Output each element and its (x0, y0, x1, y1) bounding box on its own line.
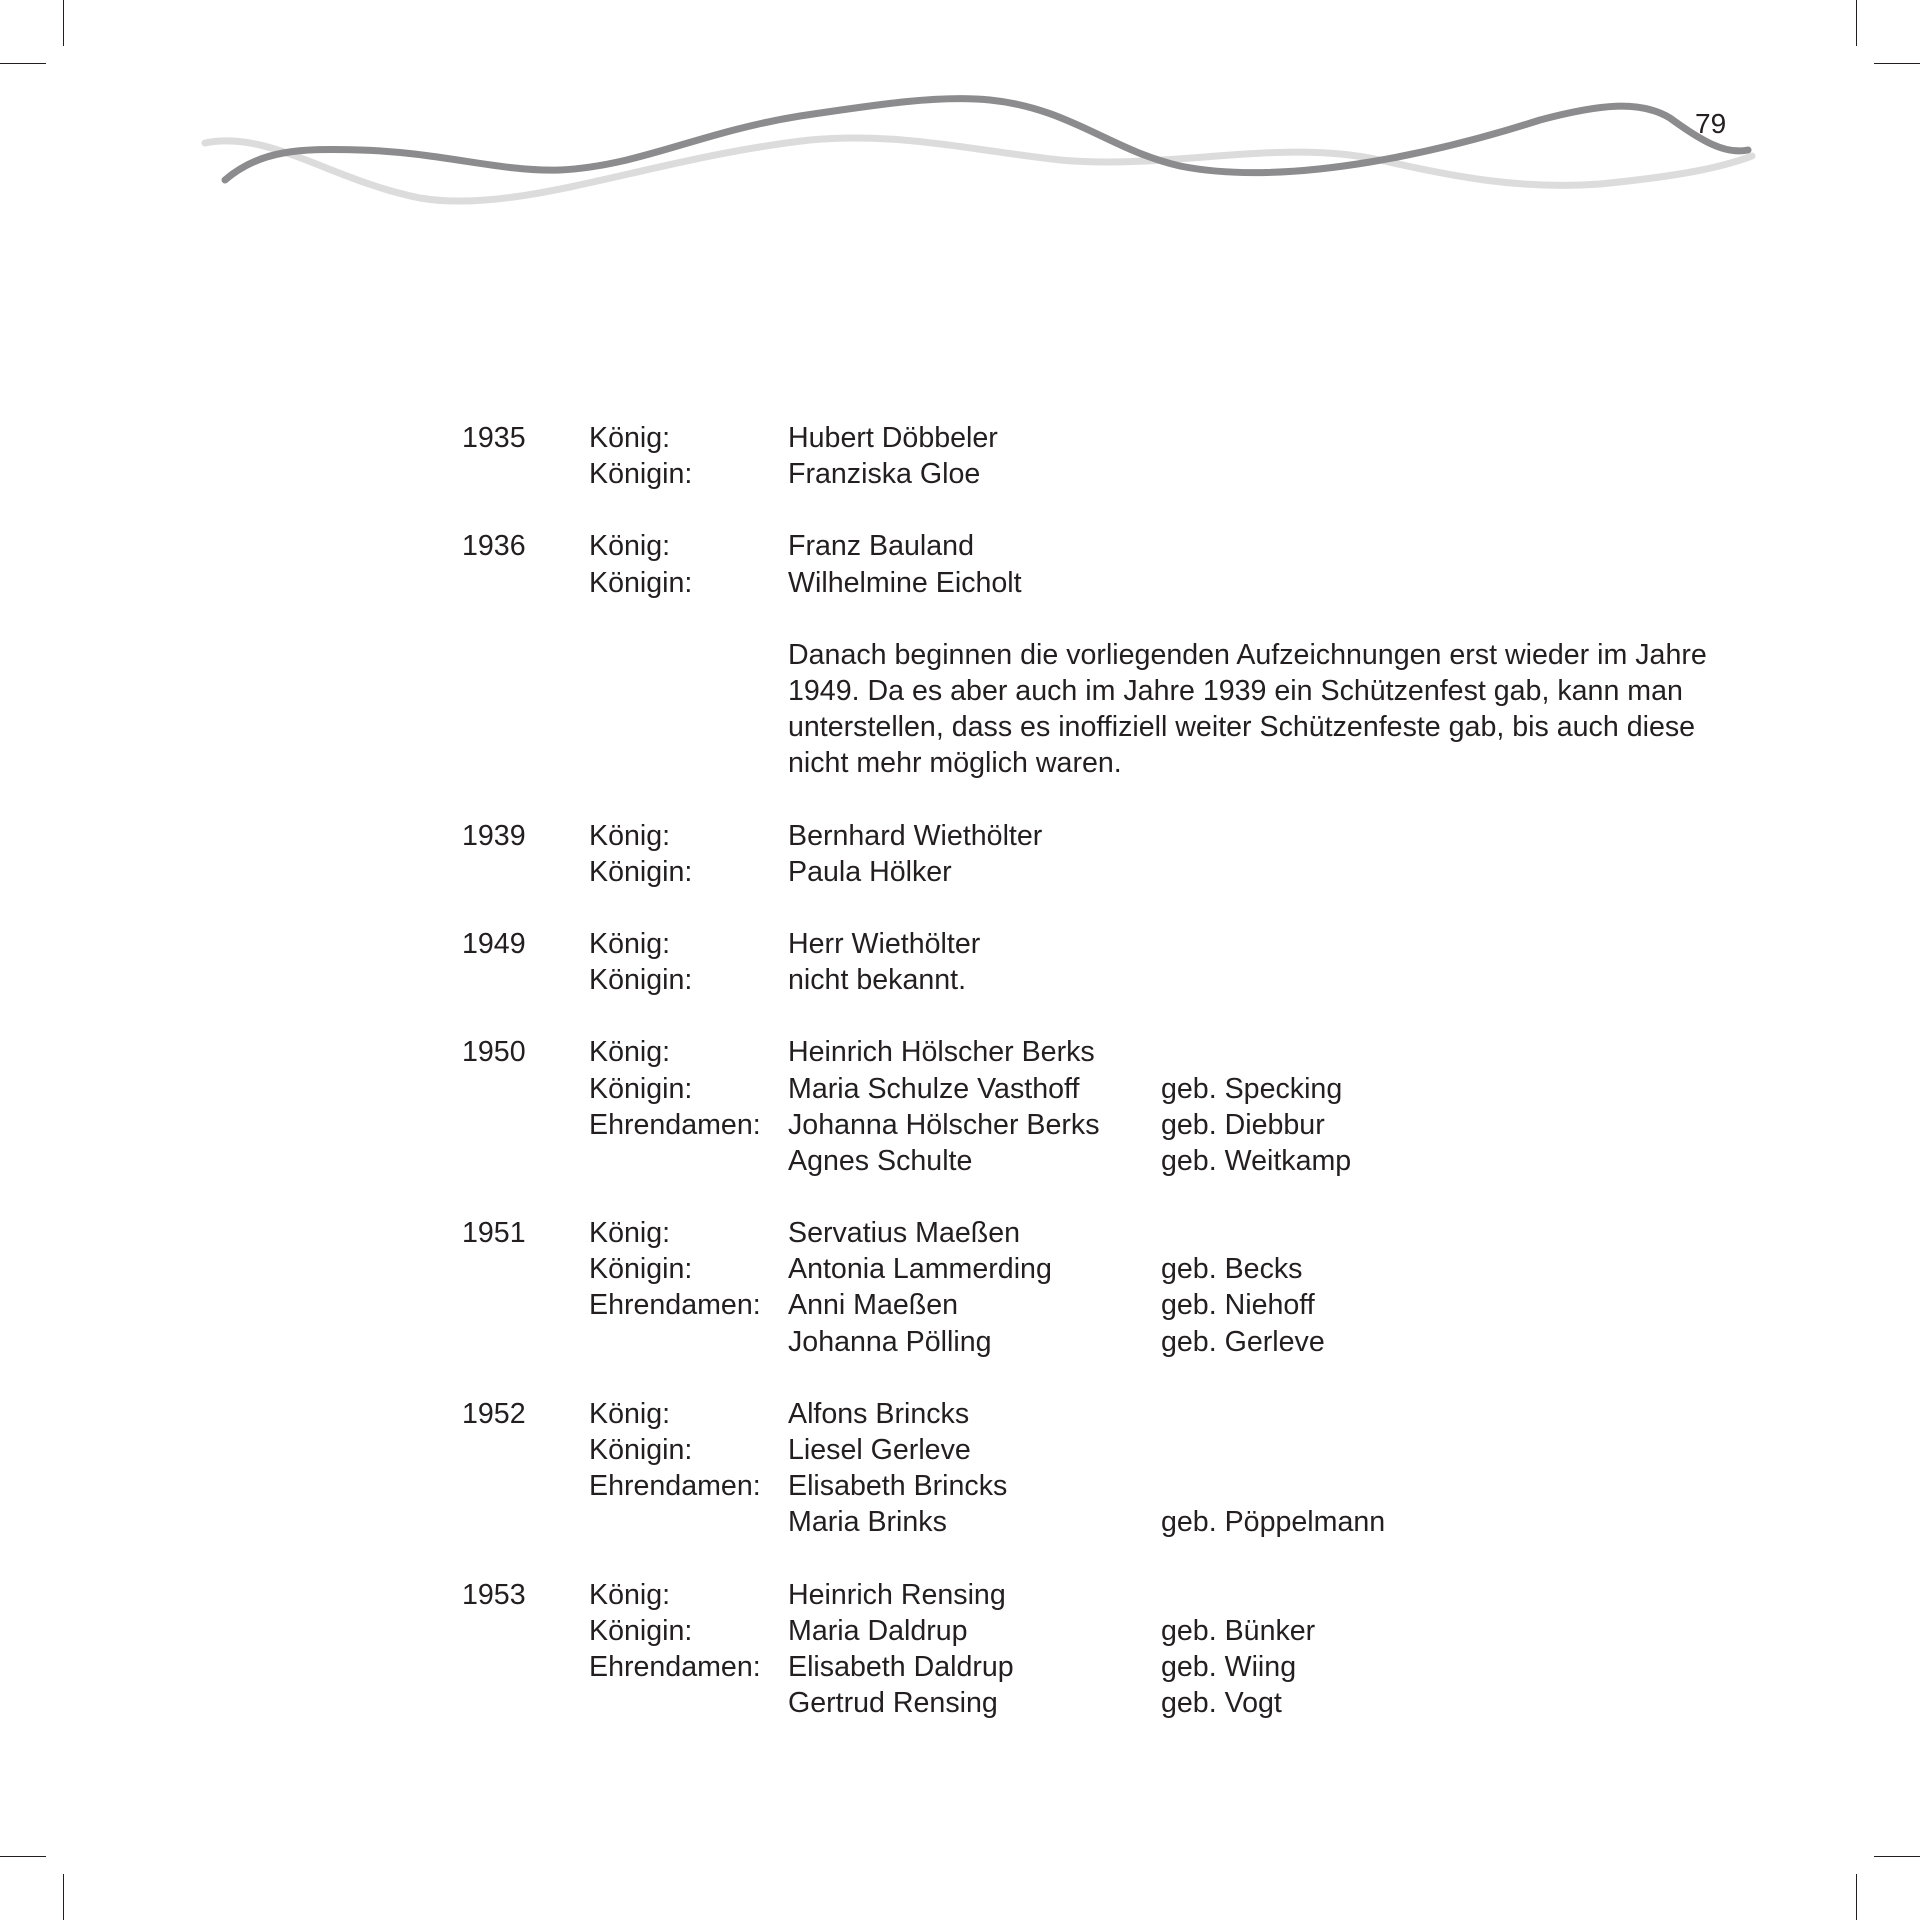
year-entry (462, 1396, 1762, 1541)
maiden-name: geb. Vogt (1161, 1687, 1282, 1720)
role-label: Ehrendamen: (589, 1108, 761, 1141)
maiden-name: geb. Specking (1161, 1072, 1343, 1105)
person-name: Maria Schulze Vasthoff (788, 1072, 1080, 1105)
year-entry (462, 926, 1762, 998)
entry-row (462, 1649, 1762, 1685)
role-label: Königin: (589, 964, 693, 997)
person-name: Hubert Döbbeler (788, 422, 998, 454)
entry-row (462, 1396, 1762, 1432)
person-name: Alfons Brincks (788, 1397, 970, 1430)
entry-row (462, 1613, 1762, 1649)
person-name: nicht bekannt. (788, 964, 967, 997)
entry-row (462, 1143, 1762, 1179)
entry-row (462, 528, 1762, 564)
entry-row (462, 818, 1762, 854)
role-label: Ehrendamen: (589, 1470, 761, 1503)
role-label: König: (589, 422, 671, 454)
entry-row (462, 926, 1762, 962)
maiden-name: geb. Weitkamp (1161, 1144, 1352, 1177)
person-name: Anni Maeßen (788, 1289, 959, 1322)
person-name: Herr Wiethölter (788, 927, 981, 960)
role-label: König: (589, 1217, 671, 1250)
person-name: Maria Daldrup (788, 1614, 968, 1647)
decorative-wave-header (0, 0, 1920, 240)
year-label: 1939 (462, 819, 526, 852)
person-name: Elisabeth Daldrup (788, 1650, 1014, 1683)
year-entry (462, 1577, 1762, 1722)
year-label: 1952 (462, 1397, 526, 1430)
role-label: Königin: (589, 1072, 693, 1105)
role-label: König: (589, 927, 671, 960)
person-name: Gertrud Rensing (788, 1687, 998, 1720)
entry-row (462, 1034, 1762, 1070)
entry-row (462, 1577, 1762, 1613)
person-name: Wilhelmine Eicholt (788, 566, 1022, 599)
year-label: 1936 (462, 530, 526, 563)
year-label: 1935 (462, 422, 526, 454)
role-label: Ehrendamen: (589, 1650, 761, 1683)
role-label: Königin: (589, 1614, 693, 1647)
entry-row (462, 1287, 1762, 1323)
role-label: König: (589, 819, 671, 852)
year-label: 1951 (462, 1217, 526, 1250)
crop-mark (1874, 1856, 1920, 1857)
person-name: Franziska Gloe (788, 458, 981, 491)
entry-row (462, 1251, 1762, 1287)
year-label: 1949 (462, 927, 526, 960)
role-label: König: (589, 1036, 671, 1069)
maiden-name: geb. Becks (1161, 1253, 1303, 1286)
role-label: Ehrendamen: (589, 1289, 761, 1322)
entry-row (462, 1324, 1762, 1360)
year-entry (462, 1034, 1762, 1179)
role-label: Königin: (589, 1253, 693, 1286)
year-entry (462, 818, 1762, 890)
maiden-name: geb. Bünker (1161, 1614, 1316, 1647)
person-name: Maria Brinks (788, 1506, 947, 1539)
entry-row (462, 1468, 1762, 1504)
role-label: König: (589, 1397, 671, 1430)
page-number: 79 (1695, 108, 1727, 139)
person-name: Johanna Pölling (788, 1325, 992, 1358)
role-label: Königin: (589, 566, 693, 599)
entry-row (462, 420, 1762, 456)
maiden-name: geb. Diebbur (1161, 1108, 1325, 1141)
person-name: Franz Bauland (788, 530, 974, 563)
note-paragraph: Danach beginnen die vorliegenden Aufzeichnungen erst wieder im Jahre 1949. Da es aber auch im Jahre 1939 ein Schützenfest gab, kann man unterstellen, dass es inoffiziell weiter Schützenfeste gab, bis auch diese nicht mehr möglich waren. (788, 638, 1707, 780)
person-name: Heinrich Rensing (788, 1578, 1006, 1611)
crop-mark (0, 1856, 46, 1857)
maiden-name: geb. Niehoff (1161, 1289, 1315, 1322)
entry-row (462, 1071, 1762, 1107)
kings-list (462, 420, 1762, 1757)
person-name: Bernhard Wiethölter (788, 819, 1043, 852)
entry-row (462, 854, 1762, 890)
entry-row (462, 456, 1762, 492)
person-name: Johanna Hölscher Berks (788, 1108, 1100, 1141)
entry-row (462, 1685, 1762, 1721)
year-label: 1953 (462, 1578, 526, 1611)
entry-row (462, 1215, 1762, 1251)
dark-wave (225, 99, 1748, 180)
role-label: König: (589, 530, 671, 563)
year-label: 1950 (462, 1036, 526, 1069)
maiden-name: geb. Wiing (1161, 1650, 1297, 1683)
maiden-name: geb. Gerleve (1161, 1325, 1325, 1358)
person-name: Elisabeth Brincks (788, 1470, 1008, 1503)
crop-mark (1856, 1874, 1857, 1920)
entry-row (462, 1107, 1762, 1143)
maiden-name: geb. Pöppelmann (1161, 1506, 1386, 1539)
person-name: Liesel Gerleve (788, 1434, 971, 1466)
person-name: Servatius Maeßen (788, 1217, 1021, 1250)
entry-row (462, 565, 1762, 601)
role-label: König: (589, 1578, 671, 1611)
light-wave (205, 138, 1752, 201)
year-entry (462, 420, 1762, 492)
entry-row (462, 1432, 1762, 1468)
person-name: Paula Hölker (788, 855, 952, 888)
year-entry (462, 1215, 1762, 1360)
person-name: Heinrich Hölscher Berks (788, 1036, 1095, 1069)
role-label: Königin: (589, 458, 693, 491)
entry-row (462, 1504, 1762, 1540)
crop-mark (63, 1874, 64, 1920)
year-entry (462, 528, 1762, 600)
role-label: Königin: (589, 855, 693, 888)
person-name: Antonia Lammerding (788, 1253, 1052, 1286)
role-label: Königin: (589, 1434, 693, 1466)
person-name: Agnes Schulte (788, 1144, 973, 1177)
entry-row (462, 962, 1762, 998)
